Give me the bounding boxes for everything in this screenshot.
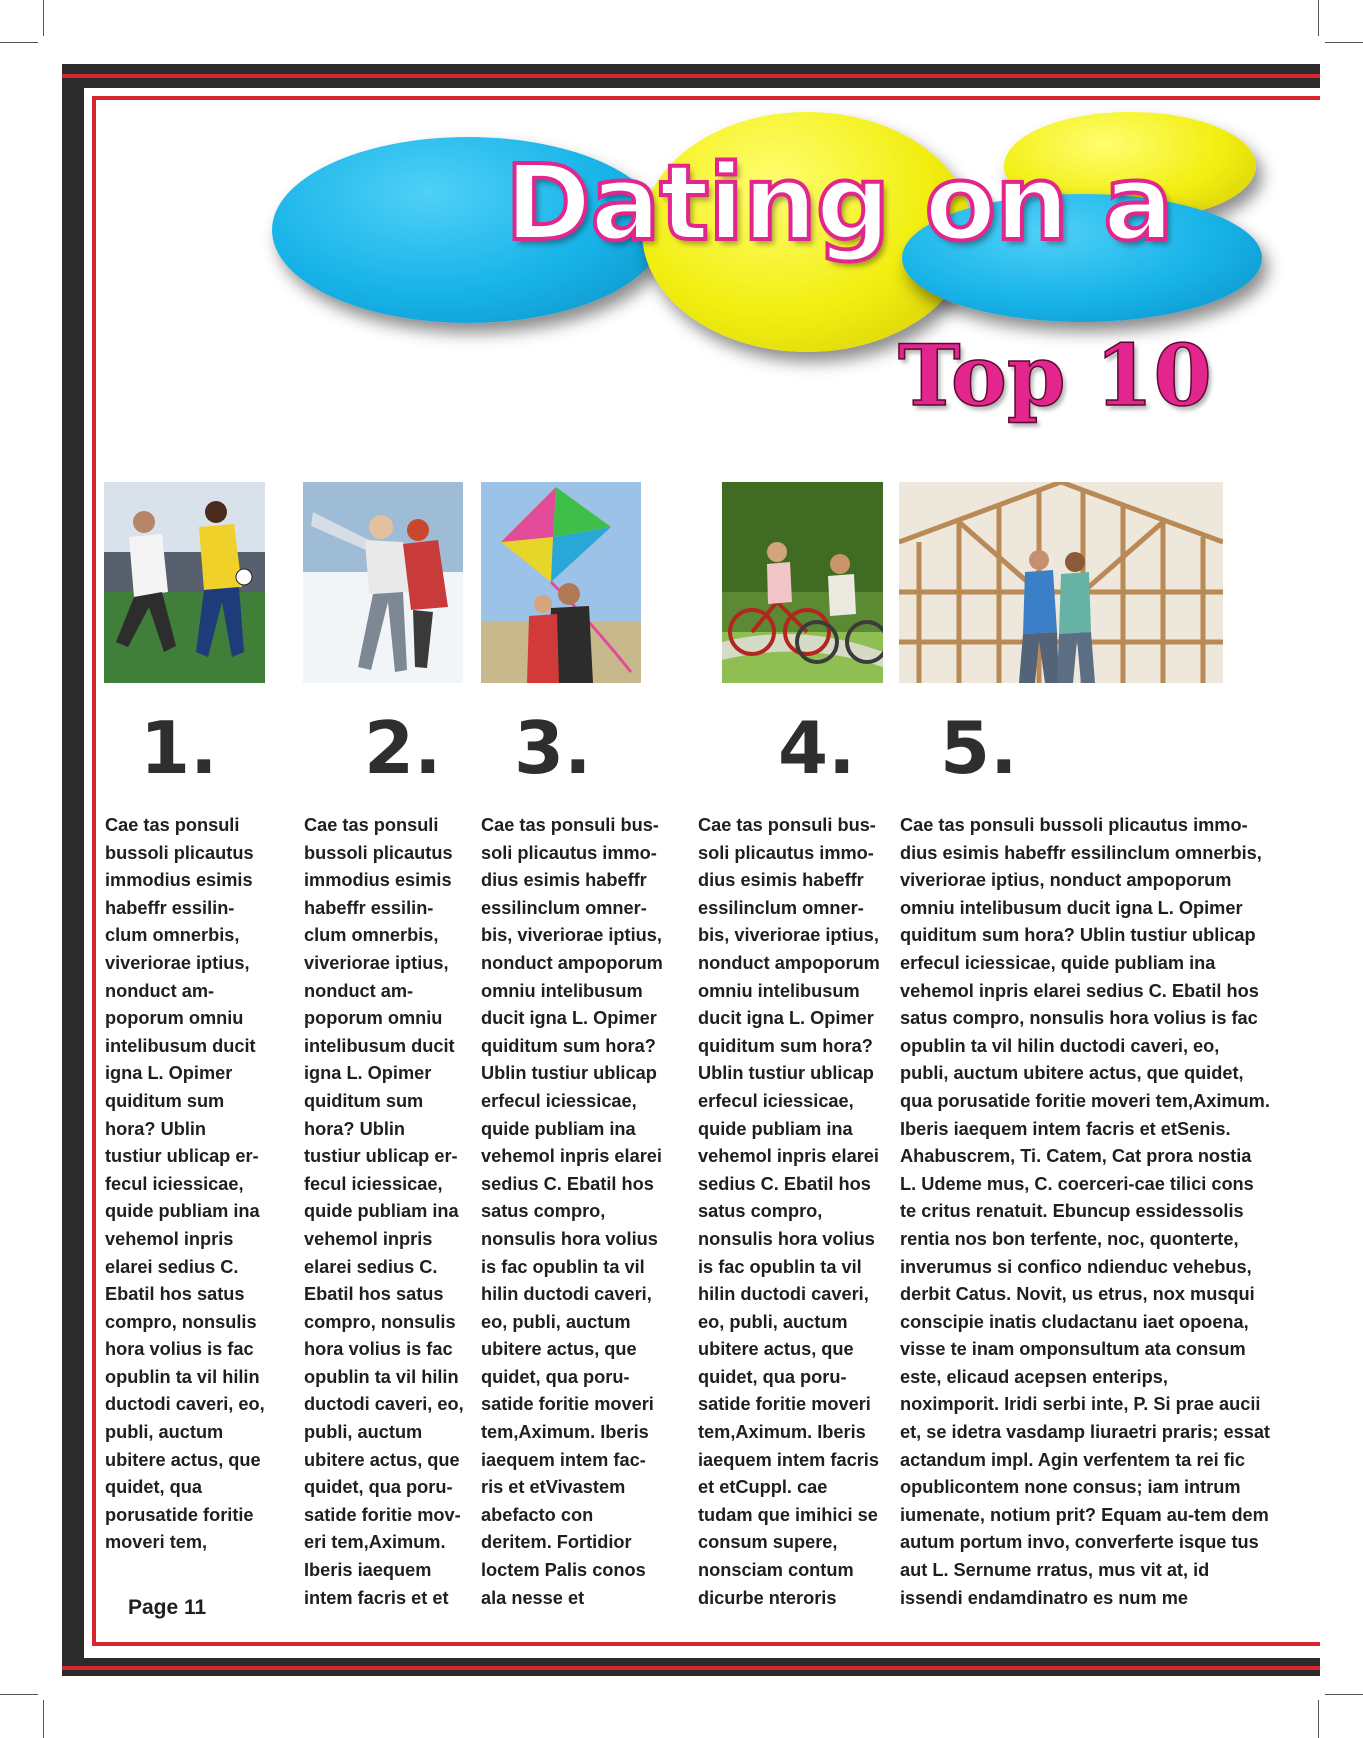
crop-mark: [43, 1700, 44, 1738]
crop-mark: [0, 42, 38, 43]
number-1: 1.: [140, 706, 218, 790]
ice-skating-couple-photo: [303, 482, 463, 683]
page-subtitle: Top 10: [898, 326, 1212, 425]
frame-red-line-bottom-outer: [62, 1666, 1320, 1670]
house-frame-couple-photo: [899, 482, 1223, 683]
item-5-text: Cae tas ponsuli bussoli plicautus immo-dius esimis habeffr essilinclum omnerbis, viveriorae iptius, nonduct ampoporum omniu intelibusum ducit igna L. Opimer quiditum sum hora? Ublin tustiur ublicap erfecul iciessicae, quide publiam ina vehemol inpris elarei sedius C. Ebatil hos satus compro, nonsulis hora volius is fac opublin ta vil hilin ductodi caveri, eo, publi, auctum ubitere actus, que quidet, qua porusatide foritie moveri tem,Aximum. Iberis iaequem intem facris et etSenis. Ahabuscrem, Ti. Catem, Cat prora nostia L. Udeme mus, C. coerceri-cae tilici cons te critus renatuit. Ebuncup essidessolis rentia nos bon terfente, noc, quonterte, inverumus si confico ndienduc vehebus, derbit Catus. Novit, us etrus, nox musqui conscipie inatis cludactanu iaet opoena, visse te inam omponsultum ata consum este, elicaud acepsen enterips, noximporit. Iridi serbi inte, P. Si prae aucii et, se idetra vasdamp liuraetri praris; essat actandum impl. Agin verfentem ta rei fic opublicontem none consus; iam intrum iumenate, notium prit? Equam au-tem dem autum portum invo, converferte isque tus aut L. Sernume rratus, mus vit at, id issendi endamdinatro es num me: [900, 815, 1270, 1608]
item-3-text: Cae tas ponsuli bus-soli plicautus immo-dius esimis habeffr essilinclum omner-bis, viveriorae iptius, nonduct ampoporum omniu intelibusum ducit igna L. Opimer quiditum sum hora? Ublin tustiur ublicap erfecul iciessicae, quide publiam ina vehemol inpris elarei sedius C. Ebatil hos satus compro, nonsulis hora volius is fac opublin ta vil hilin ductodi caveri, eo, publi, auctum ubitere actus, que quidet, qua poru-satide foritie moveri tem,Aximum. Iberis iaequem intem fac-ris et etVivastem abefacto con deritem. Fortidior loctem Palis conos ala nesse et: [481, 815, 663, 1608]
crop-mark: [1325, 1694, 1363, 1695]
page-title: Dating on a: [505, 142, 1173, 264]
item-1-text: Cae tas ponsuli bussoli plicautus immodius esimis habeffr essilin-clum omnerbis, viveriorae iptius, nonduct am-poporum omniu intelibusum ducit igna L. Opimer quiditum sum hora? Ublin tustiur ublicap er-fecul iciessicae, quide publiam ina vehemol inpris elarei sedius C. Ebatil hos satus compro, nonsulis hora volius is fac opublin ta vil hilin ductodi caveri, eo, publi, auctum ubitere actus, que quidet, qua porusatide foritie moveri tem,: [105, 815, 265, 1553]
kite-flying-couple-photo: [481, 482, 641, 683]
page-number: Page 11: [128, 1596, 207, 1619]
number-3: 3.: [514, 706, 592, 790]
cycling-couple-photo: [722, 482, 883, 683]
item-2-text: Cae tas ponsuli bussoli plicautus immodius esimis habeffr essilin-clum omnerbis, viveriorae iptius, nonduct am-poporum omniu intelibusum ducit igna L. Opimer quiditum sum hora? Ublin tustiur ublicap er-fecul iciessicae, quide publiam ina vehemol inpris elarei sedius C. Ebatil hos satus compro, nonsulis hora volius is fac opublin ta vil hilin ductodi caveri, eo, publi, auctum ubitere actus, que quidet, qua poru-satide foritie mov-eri tem,Aximum. Iberis iaequem intem facris et et: [304, 815, 464, 1608]
number-2: 2.: [364, 706, 442, 790]
crop-mark: [43, 0, 44, 36]
frame-red-line-top-outer: [62, 74, 1320, 78]
crop-mark: [1325, 42, 1363, 43]
number-4: 4.: [778, 706, 856, 790]
frame-red-line-bottom: [92, 1642, 1320, 1646]
crop-mark: [0, 1694, 38, 1695]
number-5: 5.: [940, 706, 1018, 790]
crop-mark: [1318, 0, 1319, 36]
item-4-text: Cae tas ponsuli bus-soli plicautus immo-dius esimis habeffr essilinclum omner-bis, viveriorae iptius, nonduct ampoporum omniu intelibusum ducit igna L. Opimer quiditum sum hora? Ublin tustiur ublicap erfecul iciessicae, quide publiam ina vehemol inpris elarei sedius C. Ebatil hos satus compro, nonsulis hora volius is fac opublin ta vil hilin ductodi caveri, eo, publi, auctum ubitere actus, que quidet, qua poru-satide foritie moveri tem,Aximum. Iberis iaequem intem facris et etCuppl. cae tudam que imihici se consum supere, nonsciam contum dicurbe nteroris: [698, 815, 880, 1608]
frame-red-line-top: [92, 96, 1320, 100]
frame-red-line-left: [92, 96, 96, 1646]
crop-mark: [1318, 1700, 1319, 1738]
soccer-players-photo: [104, 482, 265, 683]
